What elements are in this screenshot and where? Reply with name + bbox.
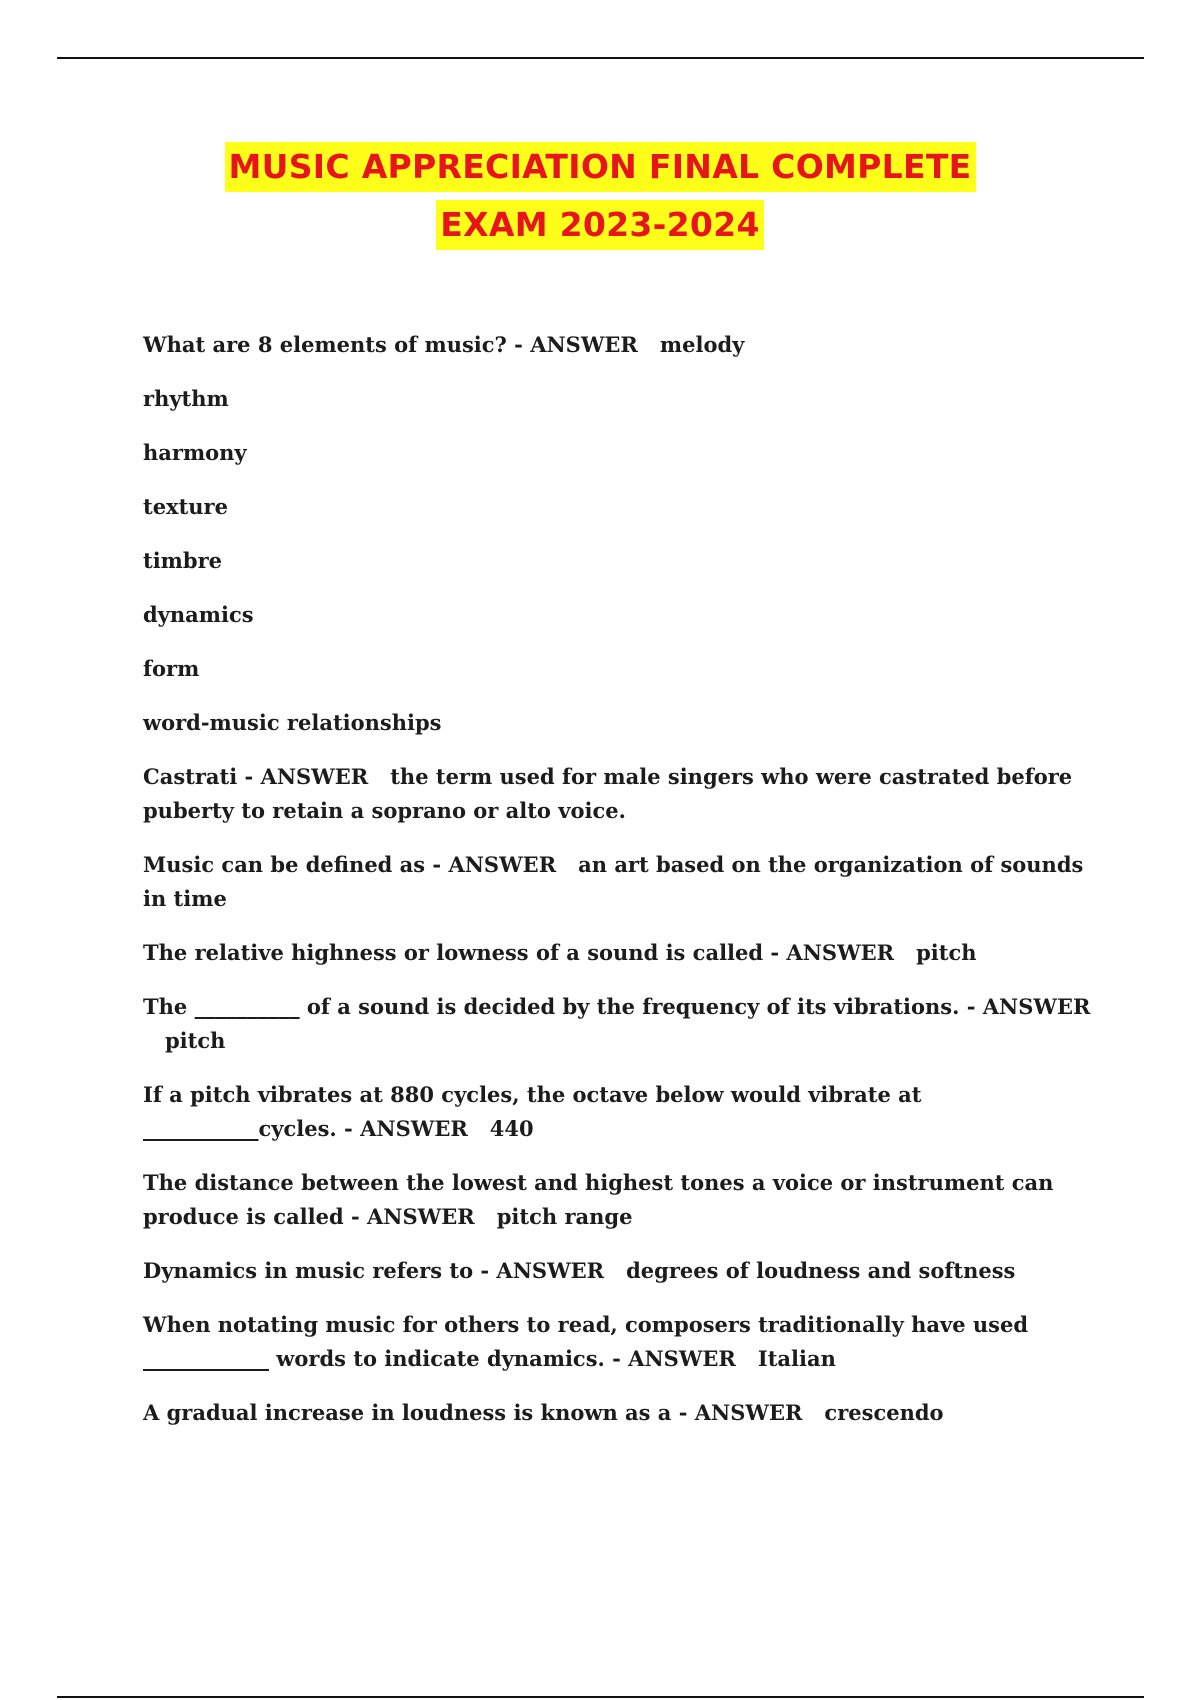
element-item: texture	[143, 494, 228, 519]
answer-text: the term used for male singers who were castrated before puberty to retain a soprano or alto voice.	[143, 764, 1073, 823]
answer-text: crescendo	[824, 1400, 944, 1425]
qa-content	[143, 328, 1103, 1450]
question-text: If a pitch vibrates at 880 cycles, the octave below would vibrate at ___________cycles. - ANSWER	[143, 1082, 922, 1141]
qa-item	[143, 760, 1103, 828]
qa-item	[143, 1396, 1103, 1430]
element-item: timbre	[143, 548, 223, 573]
question-text: The __________ of a sound is decided by the frequency of its vibrations. - ANSWER	[143, 994, 1091, 1019]
answer-text: pitch range	[496, 1204, 633, 1229]
element-item: dynamics	[143, 602, 254, 627]
answer-text: 440	[489, 1116, 534, 1141]
answer-text: Italian	[757, 1346, 836, 1371]
qa-item	[143, 990, 1103, 1058]
answer-text: an art based on the organization of sounds in time	[143, 852, 1084, 911]
element-item: harmony	[143, 440, 247, 465]
question-text: The relative highness or lowness of a sound is called - ANSWER	[143, 940, 895, 965]
document-title	[0, 142, 1200, 258]
bottom-rule	[57, 1696, 1144, 1698]
question-text: A gradual increase in loudness is known as a - ANSWER	[143, 1400, 803, 1425]
element-item: form	[143, 656, 200, 681]
title-line-2: EXAM 2023-2024	[436, 200, 763, 250]
qa-item-elements	[143, 328, 1103, 362]
question-text: Music can be defined as - ANSWER	[143, 852, 557, 877]
qa-item	[143, 936, 1103, 970]
top-rule	[57, 57, 1144, 59]
title-line-1: MUSIC APPRECIATION FINAL COMPLETE	[225, 142, 976, 192]
element-item: word-music relationships	[143, 710, 442, 735]
qa-item	[143, 1078, 1103, 1146]
question-text: The distance between the lowest and highest tones a voice or instrument can produce is called - ANSWER	[143, 1170, 1054, 1229]
answer-text: pitch	[916, 940, 977, 965]
answer-text: degrees of loudness and softness	[626, 1258, 1016, 1283]
qa-item	[143, 1254, 1103, 1288]
question-text: When notating music for others to read, composers traditionally have used ____________ words to indicate dynamics. - ANSWER	[143, 1312, 1029, 1371]
qa-item	[143, 1166, 1103, 1234]
qa-item	[143, 1308, 1103, 1376]
answer-text: melody	[659, 332, 745, 357]
answer-text: pitch	[165, 1028, 226, 1053]
question-text: Dynamics in music refers to - ANSWER	[143, 1258, 605, 1283]
qa-item	[143, 848, 1103, 916]
question-text: Castrati - ANSWER	[143, 764, 369, 789]
question-text: What are 8 elements of music? - ANSWER	[143, 332, 638, 357]
element-item: rhythm	[143, 386, 229, 411]
